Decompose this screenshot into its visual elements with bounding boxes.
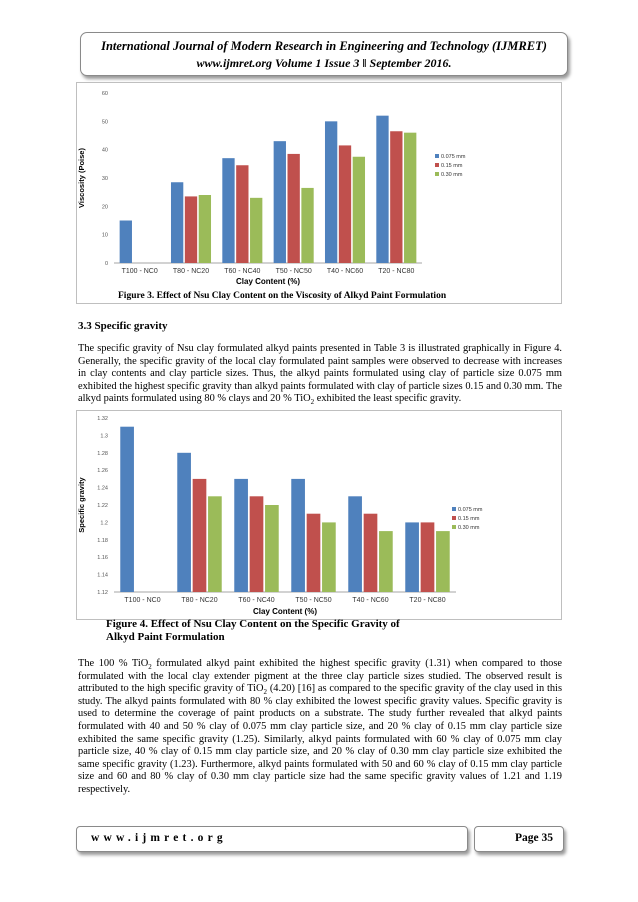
y-tick-label: 1.2 <box>100 520 108 527</box>
legend-swatch <box>435 154 439 158</box>
journal-header <box>80 32 568 76</box>
legend-swatch <box>452 507 456 511</box>
y-tick-label: 20 <box>101 204 108 211</box>
x-tick-label: T50 - NC50 <box>295 597 332 604</box>
y-tick-label: 30 <box>101 176 108 182</box>
legend-label: 0.15 mm <box>458 516 480 522</box>
specific-gravity-chart <box>76 410 562 620</box>
x-tick-label: T80 - NC20 <box>172 268 210 275</box>
y-tick-label: 0 <box>104 261 108 267</box>
bar <box>436 531 450 592</box>
paragraph-results: The 100 % TiO$_2$ formulated alkyd paint exhibited the highest specific gravity (1.31) when compared to those formulated with the local clay extender pigment at the three clay particle sizes studied. The observed result is attributed to the high specific gravity of TiO$_2$ (4.20) [16] as compared to the specific gravity of the clay used in this study. The alkyd paints formulated with 80 % clay exhibited the lowest specific gravity values. Specific gravity is used to determine the coverage of paint products on a substrate. The study further revealed that alkyd paints formulated with 40 and 50 % clay of 0.075 mm clay particle size, and 20 % clay of 0.15 mm clay particle size exhibited the same specific gravity (1.25). Similarly, alkyd paints formulated with 60 % clay of 0.075 mm clay particle size, 40 % clay of 0.15 mm clay particle size, and 20 % clay of 0.30 mm clay particle size exhibited the same specific gravity (1.23). Furthermore, alkyd paints formulated with 50 and 60 % clay of 0.15 mm clay particle size and 60 and 80 % clay of 0.30 mm clay particle size had the same specific gravity values of 1.21 and 1.19 respectively. <box>78 658 563 795</box>
x-tick-label: T60 - NC40 <box>224 268 261 275</box>
x-tick-label: T80 - NC20 <box>181 597 218 604</box>
figure4-caption: Figure 4. Effect of Nsu Clay Content on the Specific Gravity of Alkyd Paint Formulation <box>106 618 400 643</box>
bar <box>234 479 248 592</box>
y-axis-label: Specific gravity <box>77 477 86 533</box>
bar <box>421 522 435 592</box>
y-tick-label: 1.16 <box>97 555 108 562</box>
journal-issue: www.ijmret.org Volume 1 Issue 3 ǁ September 2016. <box>196 56 452 70</box>
footer-website: www.ijmret.org <box>91 832 227 844</box>
legend-label: 0.30 mm <box>441 172 463 178</box>
x-axis-label: Clay Content (%) <box>253 607 317 616</box>
bar <box>171 182 183 263</box>
y-tick-label: 1.18 <box>97 537 108 544</box>
bar <box>376 116 388 263</box>
bar <box>307 514 321 592</box>
x-tick-label: T40 - NC60 <box>352 597 389 604</box>
y-tick-label: 1.32 <box>97 416 108 422</box>
bar <box>379 531 393 592</box>
footer-website-box <box>76 826 468 852</box>
bar <box>288 154 300 263</box>
footer-page-box <box>474 826 564 852</box>
bar <box>265 505 279 592</box>
bar <box>120 427 134 592</box>
y-tick-label: 60 <box>101 91 108 97</box>
bar <box>322 522 336 592</box>
bar <box>404 133 416 263</box>
bar <box>185 196 197 263</box>
y-tick-label: 1.22 <box>97 503 108 509</box>
bar <box>120 221 132 264</box>
legend-swatch <box>435 163 439 167</box>
legend-label: 0.15 mm <box>441 163 463 169</box>
bar <box>405 522 419 592</box>
viscosity-chart <box>76 82 562 304</box>
x-tick-label: T40 - NC60 <box>326 268 364 275</box>
y-tick-label: 1.26 <box>97 468 108 475</box>
legend-label: 0.075 mm <box>441 154 466 160</box>
x-tick-label: T60 - NC40 <box>238 597 275 604</box>
y-tick-label: 50 <box>101 119 108 126</box>
paragraph-specific-gravity: The specific gravity of Nsu clay formulated alkyd paints presented in Table 3 is illustrated graphically in Figure 4. Generally, the specific gravity of the local clay formulated paint samples were observed to decrease with increases in clay contents and clay particle sizes. Thus, the alkyd paints formulated using clay of particle size 0.075 mm exhibited the highest specific gravity than alkyd paints formulated with clay of particle sizes 0.15 and 0.30 mm. The alkyd paints formulated using 80 % clays and 20 % TiO$_2$ exhibited the least specific gravity. <box>78 343 562 407</box>
y-tick-label: 40 <box>101 147 108 154</box>
bar <box>390 131 402 263</box>
x-tick-label: T50 - NC50 <box>275 268 312 275</box>
bar <box>236 165 248 263</box>
y-tick-label: 1.3 <box>100 433 108 440</box>
legend-swatch <box>452 516 456 520</box>
legend-swatch <box>452 525 456 529</box>
y-axis-label: Viscosity (Poise) <box>77 148 86 208</box>
bar <box>177 453 191 592</box>
journal-title: International Journal of Modern Research in Engineering and Technology (IJMRET) <box>101 39 547 53</box>
x-tick-label: T100 - NC0 <box>124 597 161 604</box>
bar <box>250 496 264 592</box>
legend-label: 0.075 mm <box>458 507 483 513</box>
section-heading: 3.3 Specific gravity <box>78 320 168 332</box>
bar <box>199 195 211 263</box>
x-tick-label: T20 - NC80 <box>378 268 415 275</box>
bar <box>193 479 207 592</box>
y-tick-label: 1.14 <box>97 572 108 579</box>
bar <box>208 496 222 592</box>
legend-swatch <box>435 172 439 176</box>
y-tick-label: 1.28 <box>97 450 108 457</box>
legend-label: 0.30 mm <box>458 525 480 531</box>
y-tick-label: 1.24 <box>97 485 108 492</box>
bar <box>291 479 305 592</box>
bar <box>222 158 234 263</box>
y-tick-label: 1.12 <box>97 590 108 596</box>
bar <box>301 188 313 263</box>
page-number: Page 35 <box>514 832 553 844</box>
bar <box>274 141 286 263</box>
x-axis-label: Clay Content (%) <box>236 277 300 286</box>
bar <box>250 198 262 263</box>
bar <box>339 145 351 263</box>
x-tick-label: T100 - NC0 <box>121 268 158 275</box>
bar <box>364 514 378 592</box>
x-tick-label: T20 - NC80 <box>409 597 446 604</box>
bar <box>348 496 362 592</box>
bar <box>325 121 337 263</box>
y-tick-label: 10 <box>101 232 108 239</box>
bar <box>353 157 365 263</box>
figure3-caption: Figure 3. Effect of Nsu Clay Content on the Viscosity of Alkyd Paint Formulation <box>118 291 447 301</box>
